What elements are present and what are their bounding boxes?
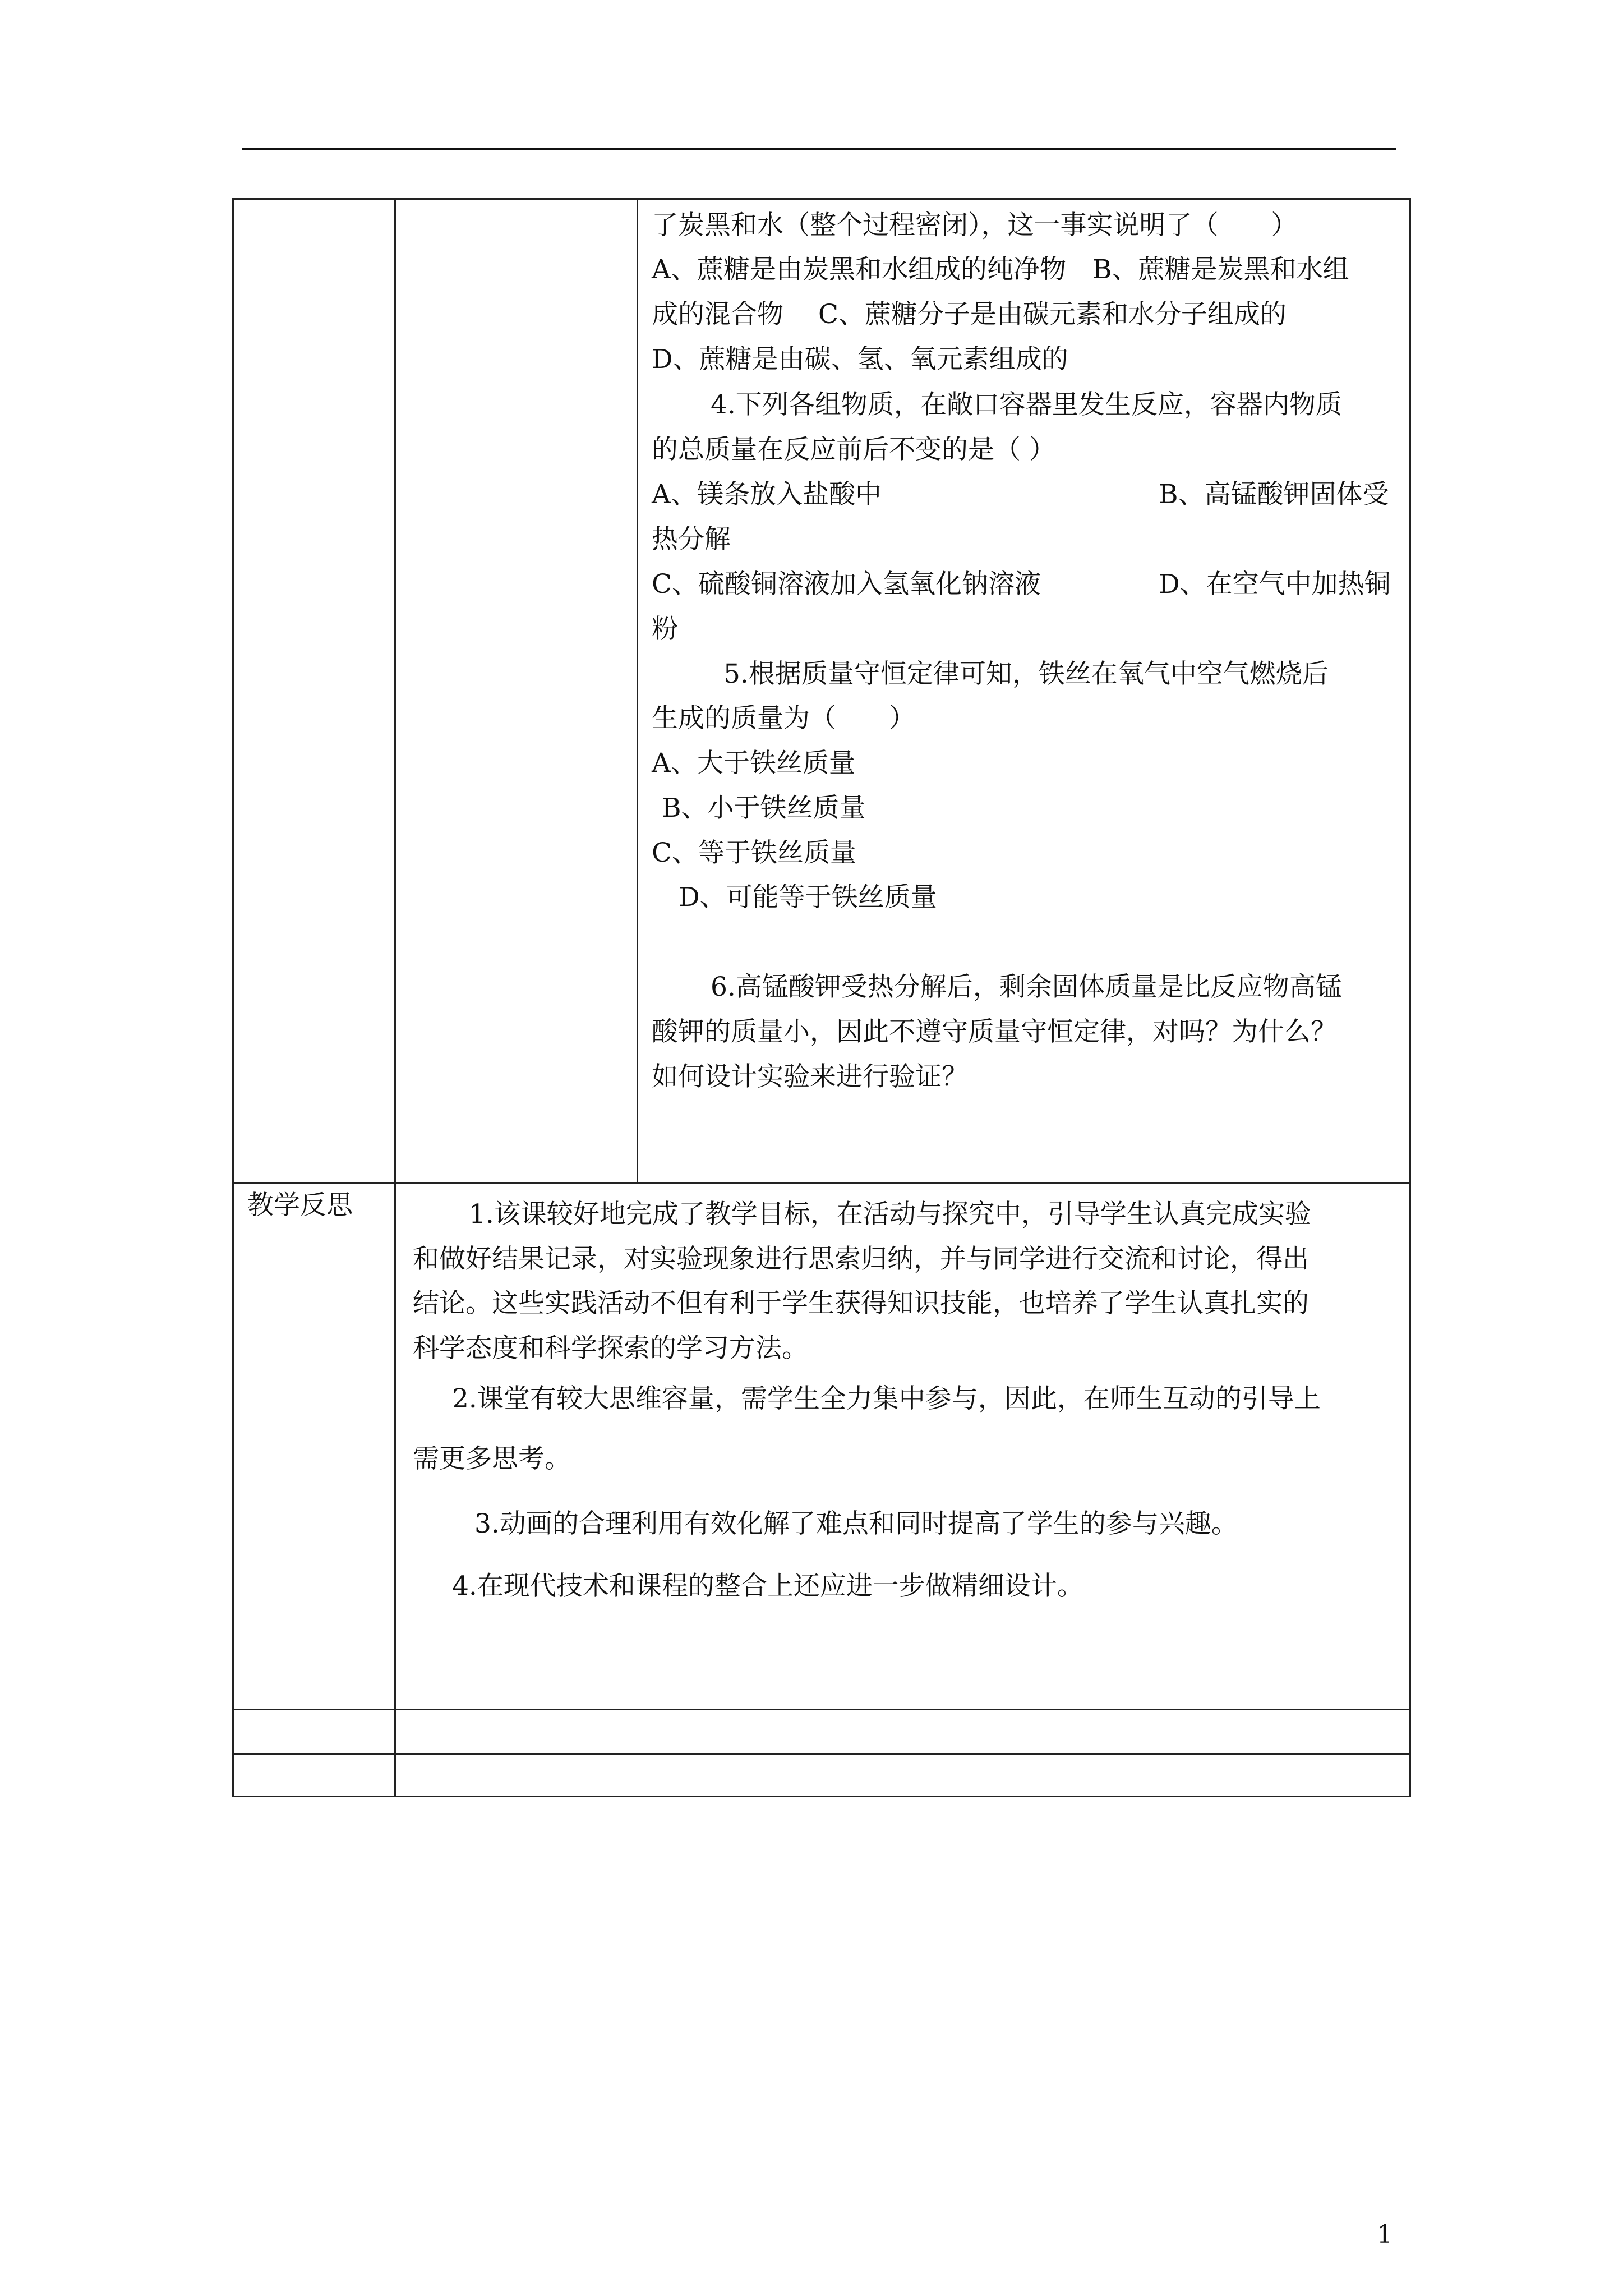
- reflection-p1-line: 1.该课较好地完成了教学目标，在活动与探究中，引导学生认真完成实验: [469, 1199, 1311, 1230]
- q5-option: C、等于铁丝质量: [652, 838, 856, 868]
- q4-option-c: C、硫酸铜溶液加入氢氧化钠溶液: [652, 569, 1041, 600]
- reflection-p1-line: 科学态度和科学探索的学习方法。: [413, 1333, 808, 1364]
- q3-option-line: D、蔗糖是由碳、氢、氧元素组成的: [652, 344, 1068, 375]
- q5-option: A、大于铁丝质量: [652, 748, 855, 779]
- q5-option: D、可能等于铁丝质量: [679, 882, 937, 913]
- reflection-p2-line: 需更多思考。: [413, 1443, 571, 1474]
- column-divider-1: [394, 198, 396, 1797]
- q4-option-a: A、镁条放入盐酸中: [652, 479, 882, 510]
- table-top-border: [232, 198, 1411, 200]
- table-bottom-border: [232, 1796, 1411, 1797]
- table-right-border: [1409, 198, 1411, 1797]
- header-rule: [242, 148, 1396, 150]
- reflection-label: 教学反思: [247, 1190, 353, 1221]
- q4-option-b: B、高锰酸钾固体受: [1159, 479, 1389, 510]
- reflection-p4: 4.在现代技术和课程的整合上还应进一步做精细设计。: [452, 1571, 1083, 1602]
- reflection-p2-line: 2.课堂有较大思维容量，需学生全力集中参与，因此，在师生互动的引导上: [452, 1383, 1321, 1414]
- q6-line: 6.高锰酸钾受热分解后，剩余固体质量是比反应物高锰: [711, 972, 1342, 1002]
- q3-tail: 了炭黑和水（整个过程密闭），这一事实说明了（ ）: [652, 210, 1298, 241]
- q3-option-line: A、蔗糖是由炭黑和水组成的纯净物 B、蔗糖是炭黑和水组: [652, 254, 1349, 285]
- q5-stem-line: 5.根据质量守恒定律可知，铁丝在氧气中空气燃烧后: [723, 659, 1329, 689]
- q6-line: 酸钾的质量小，因此不遵守质量守恒定律，对吗？为什么？: [652, 1016, 1337, 1047]
- reflection-p1-line: 和做好结果记录，对实验现象进行思索归纳，并与同学进行交流和讨论，得出: [413, 1244, 1309, 1274]
- q4-stem-line: 4.下列各组物质，在敞口容器里发生反应，容器内物质: [711, 389, 1342, 420]
- q3-option-line: 成的混合物 C、蔗糖分子是由碳元素和水分子组成的: [652, 299, 1287, 330]
- q5-option: B、小于铁丝质量: [662, 793, 866, 823]
- q4-option-b-cont: 热分解: [652, 524, 731, 555]
- row-divider-3: [232, 1753, 1411, 1755]
- q5-stem-line: 生成的质量为（ ）: [652, 703, 915, 734]
- table-left-border: [232, 198, 234, 1797]
- q4-stem-line: 的总质量在反应前后不变的是（ ）: [652, 434, 1055, 465]
- q4-option-d: D、在空气中加热铜: [1159, 569, 1391, 600]
- reflection-p3: 3.动画的合理利用有效化解了难点和同时提高了学生的参与兴趣。: [474, 1508, 1238, 1539]
- column-divider-2: [637, 198, 638, 1182]
- q4-option-d-cont: 粉: [652, 614, 678, 645]
- page-number: 1: [1377, 2220, 1393, 2249]
- row-divider-1: [232, 1182, 1411, 1184]
- row-divider-2: [232, 1709, 1411, 1710]
- q6-line: 如何设计实验来进行验证？: [652, 1061, 968, 1092]
- reflection-p1-line: 结论。这些实践活动不但有利于学生获得知识技能，也培养了学生认真扎实的: [413, 1288, 1309, 1319]
